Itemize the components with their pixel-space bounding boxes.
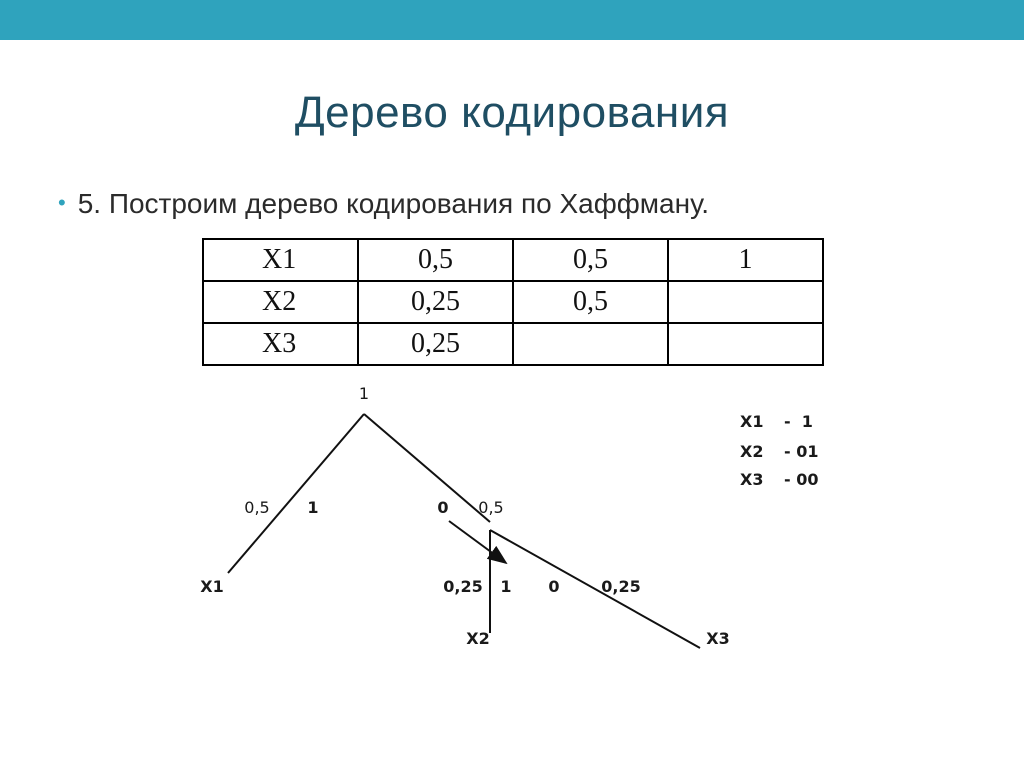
leaf-x1: X1: [200, 577, 224, 596]
table-cell: X1: [203, 239, 358, 281]
table-cell: 0,25: [358, 323, 513, 365]
code-value: - 1: [784, 412, 813, 431]
table-cell: 0,25: [358, 281, 513, 323]
right-edge-prob: 0,5: [478, 498, 504, 517]
table-cell: 0,5: [513, 239, 668, 281]
leaf-x2: X2: [466, 629, 490, 648]
code-symbol: X1: [740, 412, 764, 431]
code-value: - 01: [784, 442, 819, 461]
table-cell: X3: [203, 323, 358, 365]
left-edge-prob: 0,5: [244, 498, 270, 517]
sub-right-bit: 0: [548, 577, 560, 596]
table-cell: 1: [668, 239, 823, 281]
code-symbol: X3: [740, 470, 764, 489]
edge-sub-x3: [490, 530, 700, 648]
bullet-dot-icon: •: [58, 190, 66, 215]
leaf-x3: X3: [706, 629, 730, 648]
left-edge-bit: 1: [307, 498, 319, 517]
table-cell: X2: [203, 281, 358, 323]
right-edge-bit: 0: [437, 498, 449, 517]
root-label: 1: [358, 384, 370, 403]
edge-root-x1: [228, 414, 364, 573]
code-symbol: X2: [740, 442, 764, 461]
bullet-text: 5. Построим дерево кодирования по Хаффману.: [77, 188, 710, 219]
table-cell: 0,5: [358, 239, 513, 281]
table-cell: 0,5: [513, 281, 668, 323]
sub-left-bit: 1: [500, 577, 512, 596]
slide-title: Дерево кодирования: [294, 88, 730, 137]
arrow: [449, 521, 506, 563]
code-value: - 00: [784, 470, 819, 489]
code-list: [740, 412, 818, 489]
edge-root-sub: [364, 414, 490, 522]
sub-right-prob: 0,25: [601, 577, 641, 596]
sub-left-prob: 0,25: [443, 577, 483, 596]
